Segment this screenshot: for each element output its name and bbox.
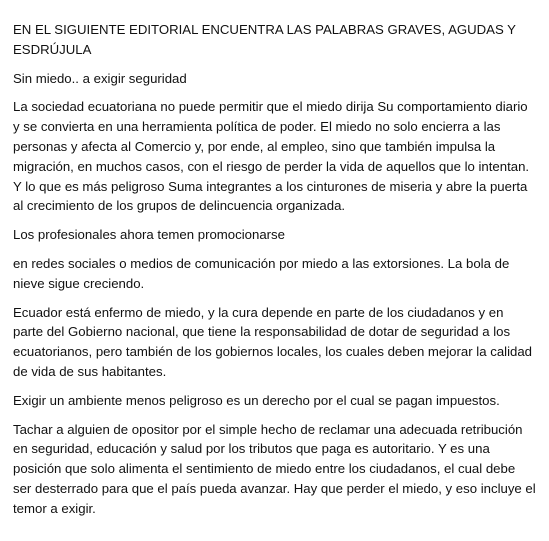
paragraph-6: Tachar a alguien de opositor por el simple hecho de reclamar una adecuada retribución en seguridad, educación y salud por los tributos que paga es autoritario. Y es una posición que solo alimenta el sentimiento de miedo entre los ciudadanos, el cual debe ser desterrado para que el país pueda avanzar. Hay que perder el miedo, y eso incluye el temor a exigir. <box>13 421 536 516</box>
paragraph-4: Ecuador está enfermo de miedo, y la cura depende en parte de los ciudadanos y en parte del Gobierno nacional, que tiene la responsabilidad de dotar de seguridad a los ecuatorianos, pero también de los gobiernos locales, los cuales deben mejorar la calidad de vida de sus habitantes. <box>13 304 533 379</box>
paragraph-3: en redes sociales o medios de comunicación por miedo a las extorsiones. La bola de nieve sigue creciendo. <box>13 255 510 291</box>
paragraph-1: La sociedad ecuatoriana no puede permitir que el miedo dirija Su comportamiento diario y se convierta en una herramienta política de poder. El miedo no solo encierra a las personas y afecta al Comercio y, por ende, al empleo, sino que también impulsa la migración, en muchos casos, con el riesgo de perder la vida de aquellos que lo intentan. Y lo que es más peligroso Suma integrantes a los cinturones de miseria y abre la puerta al crecimiento de los grupos de delincuencia organizada. <box>13 99 530 214</box>
paragraph-5: Exigir un ambiente menos peligroso es un derecho por el cual se pagan impuestos. <box>13 392 500 408</box>
document-heading: EN EL SIGUIENTE EDITORIAL ENCUENTRA LAS PALABRAS GRAVES, AGUDAS Y ESDRÚJULA <box>13 22 516 57</box>
paragraph-2: Los profesionales ahora temen promocionarse <box>13 227 285 243</box>
editorial-title: Sin miedo.. a exigir seguridad <box>13 70 187 86</box>
document-body <box>13 20 537 528</box>
